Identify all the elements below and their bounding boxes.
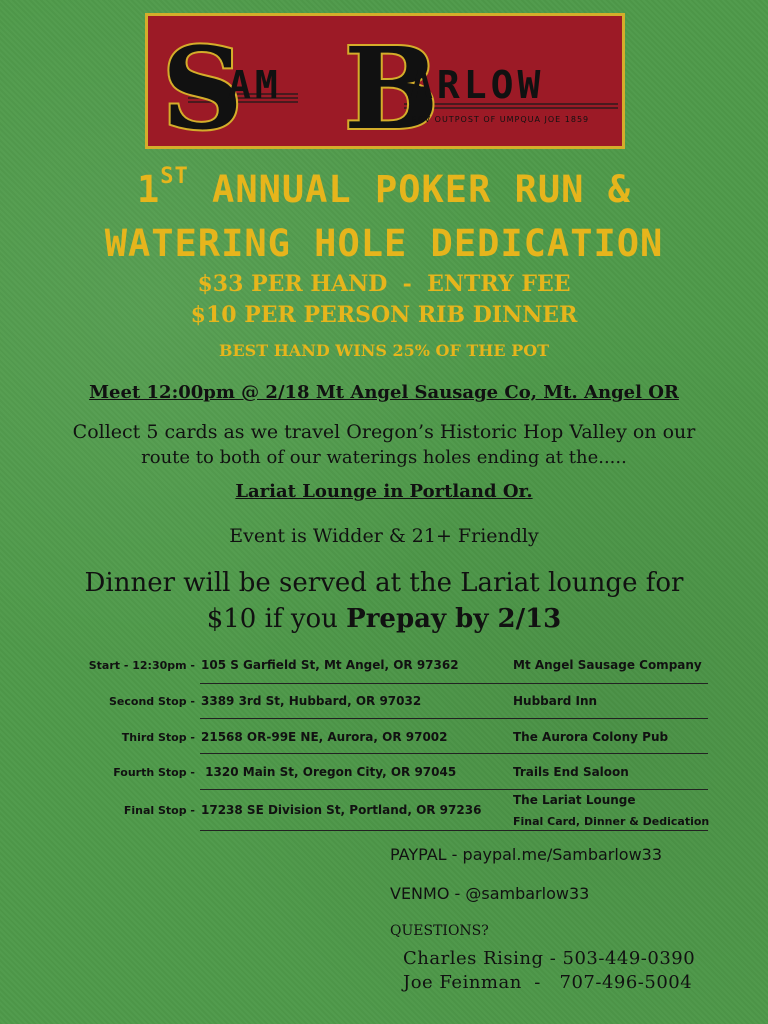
event-title-line2: WATERING HOLE DEDICATION xyxy=(104,222,664,265)
stop-label: Start - 12:30pm - xyxy=(88,659,195,672)
title-superscript: ST xyxy=(160,164,189,189)
divider xyxy=(200,718,708,719)
paypal-info: PAYPAL - paypal.me/Sambarlow33 xyxy=(390,845,663,864)
logo-big-s: S xyxy=(162,24,243,146)
logo-big-b: B xyxy=(344,24,439,146)
contact-charles: Charles Rising - 503-449-0390 xyxy=(403,948,696,969)
logo-word-am: AM xyxy=(228,63,282,107)
stop-subtitle: Final Card, Dinner & Dedication xyxy=(513,815,710,828)
divider xyxy=(200,753,708,754)
divider xyxy=(200,830,708,831)
destination-lariat-lounge: Lariat Lounge in Portland Or. xyxy=(235,481,533,502)
description-line2: route to both of our waterings holes ending at the..... xyxy=(141,447,627,468)
stop-address: 21568 OR-99E NE, Aurora, OR 97002 xyxy=(201,730,448,744)
prepay-deadline: Prepay by 2/13 xyxy=(346,604,562,634)
meet-info: Meet 12:00pm @ 2/18 Mt Angel Sausage Co, Mt. Angel OR xyxy=(89,382,679,403)
stop-place: Trails End Saloon xyxy=(513,765,629,779)
stop-label: Third Stop - xyxy=(121,731,195,744)
description-line1: Collect 5 cards as we travel Oregon’s Historic Hop Valley on our xyxy=(72,421,696,443)
sam-barlow-logo xyxy=(145,13,625,149)
logo-word-arlow: ARLOW xyxy=(410,63,545,107)
event-title-line1 xyxy=(0,164,768,211)
dinner-notice-line1: Dinner will be served at the Lariat lounge for xyxy=(84,568,684,598)
stop-place: The Aurora Colony Pub xyxy=(513,730,669,744)
stop-label: Final Stop - xyxy=(123,804,195,817)
divider xyxy=(200,789,708,790)
stop-place: Mt Angel Sausage Company xyxy=(513,658,702,672)
stop-label: Second Stop - xyxy=(108,695,195,708)
pot-prize: BEST HAND WINS 25% OF THE POT xyxy=(218,341,550,360)
questions-heading: QUESTIONS? xyxy=(390,923,489,939)
stop-address: 105 S Garfield St, Mt Angel, OR 97362 xyxy=(201,658,459,672)
stop-address: 17238 SE Division St, Portland, OR 97236 xyxy=(201,803,482,817)
contact-joe: Joe Feinman - 707-496-5004 xyxy=(403,972,693,993)
logo-tagline: ECV OUTPOST OF UMPQUA JOE 1859 xyxy=(412,115,590,124)
entry-fee: $33 PER HAND - ENTRY FEE xyxy=(197,271,571,297)
dinner-notice-line2 xyxy=(0,604,768,634)
friendly-notice: Event is Widder & 21+ Friendly xyxy=(229,525,539,547)
stop-address: 1320 Main St, Oregon City, OR 97045 xyxy=(201,765,457,779)
title-number: 1 xyxy=(136,168,161,211)
stop-place: The Lariat Lounge xyxy=(513,793,636,807)
stop-place: Hubbard Inn xyxy=(513,694,598,708)
divider xyxy=(200,683,708,684)
title-line1-rest: ANNUAL POKER RUN & xyxy=(188,168,632,211)
venmo-info: VENMO - @sambarlow33 xyxy=(390,884,590,903)
dinner-notice-prefix: $10 if you xyxy=(206,604,347,634)
stop-address: 3389 3rd St, Hubbard, OR 97032 xyxy=(201,694,422,708)
dinner-fee: $10 PER PERSON RIB DINNER xyxy=(190,302,578,328)
stop-label: Fourth Stop - xyxy=(113,766,195,779)
